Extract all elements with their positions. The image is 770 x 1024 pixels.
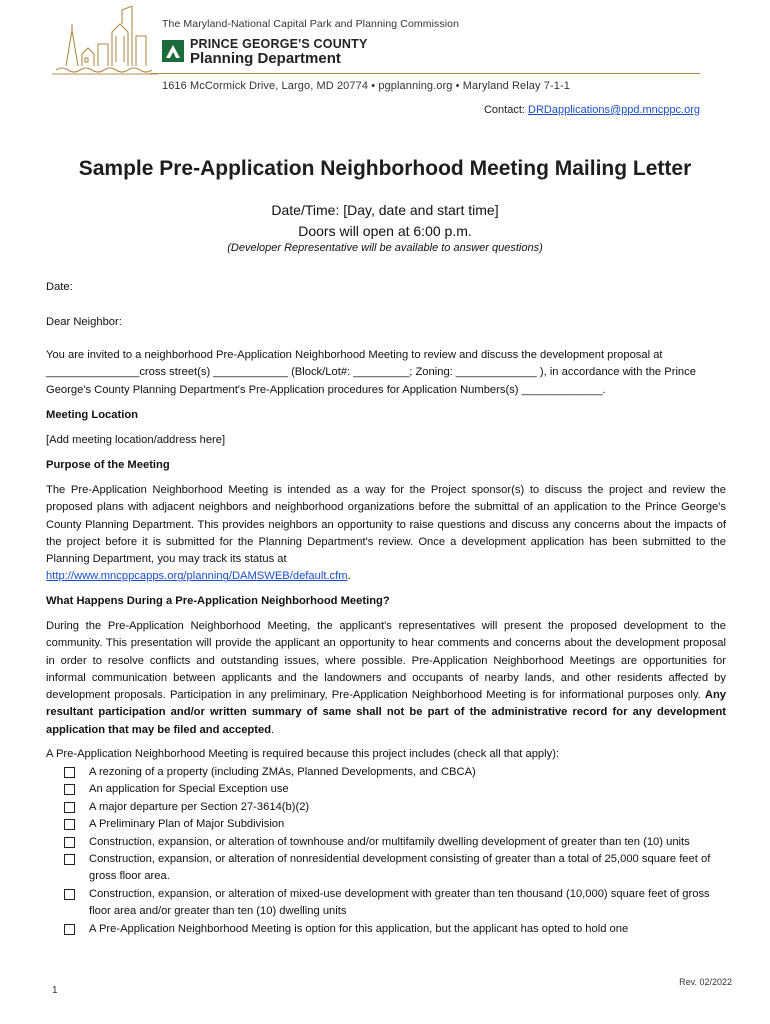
during-end: . — [271, 723, 275, 736]
date-label: Date: — [46, 281, 73, 293]
checklist-item-label: A Preliminary Plan of Major Subdivision — [89, 818, 285, 831]
developer-note: (Developer Representative will be available to answer questions) — [227, 242, 543, 254]
requirement-checklist — [64, 764, 724, 938]
checkbox[interactable] — [64, 889, 75, 900]
checklist-item — [64, 781, 724, 798]
doors-line: Doors will open at 6:00 p.m. — [298, 223, 472, 239]
commission-name: The Maryland-National Capital Park and Planning Commission — [162, 18, 460, 30]
contact-label: Contact: — [483, 104, 529, 116]
checkbox[interactable] — [64, 767, 75, 778]
purpose-link-suffix: . — [347, 570, 351, 583]
checklist-item — [64, 834, 724, 851]
skyline-logo-icon — [52, 6, 162, 80]
checklist-item-label: A Pre-Application Neighborhood Meeting is option for this application, but the applicant has opted to hold one — [89, 922, 629, 935]
purpose-paragraph — [46, 482, 726, 586]
address-line: 1616 McCormick Drive, Largo, MD 20774 • pgplanning.org • Maryland Relay 7-1-1 — [162, 80, 570, 92]
checklist-item-label: Construction, expansion, or alteration of nonresidential development consisting of greater than a total of 25,000 square feet of gross floor area. — [89, 853, 711, 883]
during-heading: What Happens During a Pre-Application Neighborhood Meeting? — [46, 595, 390, 607]
checklist-item — [64, 764, 724, 781]
checklist-item-label: A rezoning of a property (including ZMAs, Planned Developments, and CBCA) — [89, 766, 476, 778]
meeting-location-text: [Add meeting location/address here] — [46, 434, 226, 446]
checklist-item-label: Construction, expansion, or alteration of mixed-use development with greater than ten thousand (10,000) square feet of gross floor area and/or greater than ten (10) dwelling units — [89, 887, 710, 918]
county-name: PRINCE GEORGE'S COUNTY — [190, 37, 368, 51]
contact-email-link[interactable]: DRDapplications@ppd.mncppc.org — [528, 104, 700, 116]
letterhead-divider — [150, 73, 700, 74]
checklist-item — [64, 886, 724, 921]
checkbox[interactable] — [64, 802, 75, 813]
checklist-item — [64, 851, 724, 886]
purpose-text: The Pre-Application Neighborhood Meeting is intended as a way for the Project sponsor(s) to discuss the project and review the proposed plans with adjacent neighbors and neighborhood organizations before the submittal of an application to the Prince George's County Planning Department. This provides neighbors an opportunity to raise questions and discuss any concerns about the impacts of the project before it is submitted for the Planning Department's review. Once a development application has been submitted to the Planning Department, you may track its status at — [46, 484, 726, 566]
salutation: Dear Neighbor: — [46, 316, 122, 328]
checkbox[interactable] — [64, 924, 75, 935]
checkbox[interactable] — [64, 819, 75, 830]
page-number: 1 — [52, 985, 58, 996]
during-paragraph — [46, 618, 726, 739]
checkbox[interactable] — [64, 854, 75, 865]
during-bold-text: Any resultant participation and/or written summary of same shall not be part of the administrative record for any development application that may be filed and accepted — [46, 689, 726, 736]
checklist-item — [64, 921, 724, 938]
contact-line — [484, 104, 700, 116]
intro-paragraph: You are invited to a neighborhood Pre-Application Neighborhood Meeting to review and discuss the development proposal at _______________cross street(s) ____________ (Block/Lot#: _________; Zoning: _____________ ), in accordance with the Prince George's County Planning Department's Pre-Application procedures for Application Numbers(s) _____________. — [46, 349, 696, 396]
document-title: Sample Pre-Application Neighborhood Meeting Mailing Letter — [78, 157, 692, 180]
planning-department-logo-icon — [162, 40, 184, 62]
purpose-heading: Purpose of the Meeting — [46, 459, 170, 471]
during-text: During the Pre-Application Neighborhood Meeting, the applicant's representatives will present the proposed development to the community. This presentation will provide the applicant an opportunity to hear comments and concerns about the development proposal in order to resolve conflicts and outstanding issues, where possible. Pre-Application Neighborhood Meetings are opportunities for informal communication between applicants and the landowners and occupants of nearby lands, and other residents affected by development proposals. Participation in any preliminary, Pre-Application Neighborhood Meeting is for informational purposes only. — [46, 620, 726, 702]
damsweb-link[interactable]: http://www.mncppcapps.org/planning/DAMSWEB/default.cfm — [46, 570, 348, 583]
department-name: Planning Department — [190, 50, 341, 67]
meeting-location-heading: Meeting Location — [46, 409, 138, 421]
checklist-item-label: Construction, expansion, or alteration of townhouse and/or multifamily dwelling development of greater than ten (10) units — [89, 835, 690, 848]
checkbox[interactable] — [64, 837, 75, 848]
revision-label: Rev. 02/2022 — [679, 977, 732, 987]
checklist-item — [64, 816, 724, 833]
checklist-item-label: A major departure per Section 27-3614(b)(2) — [89, 800, 310, 813]
requirement-intro: A Pre-Application Neighborhood Meeting is required because this project includes (check all that apply): — [46, 748, 560, 760]
checkbox[interactable] — [64, 784, 75, 795]
checklist-item-label: An application for Special Exception use — [89, 783, 289, 796]
datetime-line: Date/Time: [Day, date and start time] — [271, 202, 499, 218]
checklist-item — [64, 799, 724, 816]
